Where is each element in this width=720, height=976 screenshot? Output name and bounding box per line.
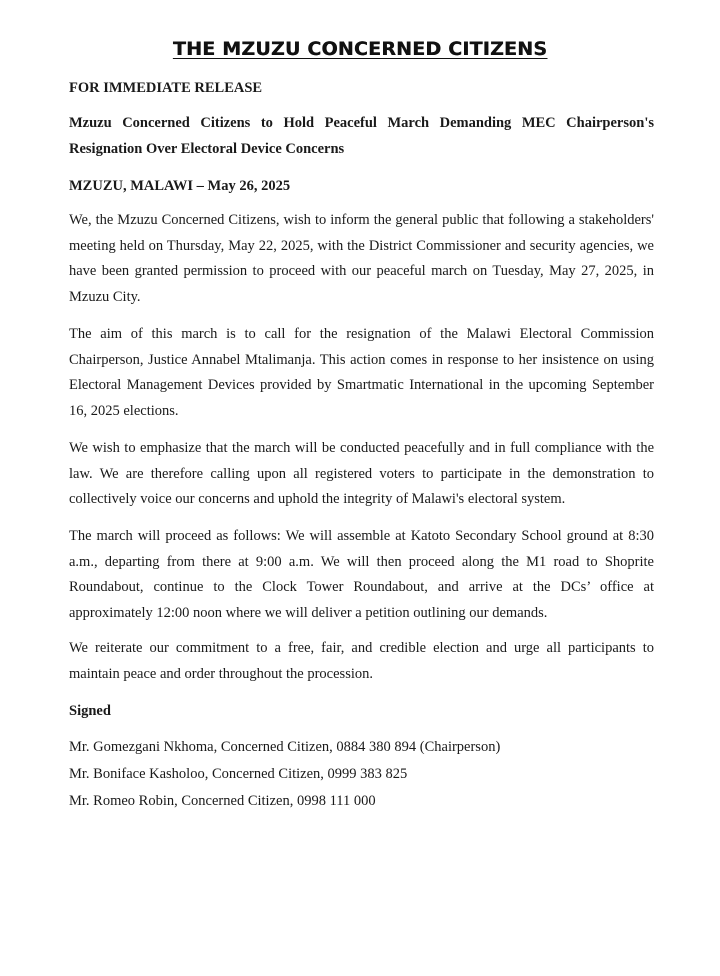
organization-title: THE MZUZU CONCERNED CITIZENS	[172, 38, 548, 60]
headline: Mzuzu Concerned Citizens to Hold Peaceful March Demanding MEC Chairperson's Resignation Over Electoral Device Concerns	[69, 115, 654, 157]
signatory-3: Mr. Romeo Robin, Concerned Citizen, 0998 111 000	[69, 793, 376, 809]
signed-label: Signed	[69, 703, 111, 719]
paragraph-peaceful-conduct: We wish to emphasize that the march will be conducted peacefully and in full compliance with the law. We are therefore calling upon all registered voters to participate in the demonstration to collectively voice our concerns and uphold the integrity of Malawi's electoral system.	[69, 440, 654, 508]
dateline: MZUZU, MALAWI – May 26, 2025	[69, 178, 291, 194]
signatory-2: Mr. Boniface Kasholoo, Concerned Citizen, 0999 383 825	[69, 766, 408, 782]
release-label: FOR IMMEDIATE RELEASE	[69, 80, 263, 96]
paragraph-stakeholders-meeting: We, the Mzuzu Concerned Citizens, wish to inform the general public that following a stakeholders' meeting held on Thursday, May 22, 2025, with the District Commissioner and security agencies, we have been granted permission to proceed with our peaceful march on Tuesday, May 27, 2025, in Mzuzu City.	[69, 212, 654, 305]
paragraph-march-aim: The aim of this march is to call for the resignation of the Malawi Electoral Commission Chairperson, Justice Annabel Mtalimanja. This action comes in response to her insistence on using Electoral Management Devices provided by Smartmatic International in the upcoming September 16, 2025 elections.	[69, 326, 654, 419]
paragraph-commitment: We reiterate our commitment to a free, fair, and credible election and urge all participants to maintain peace and order throughout the procession.	[69, 640, 654, 682]
signatory-1: Mr. Gomezgani Nkhoma, Concerned Citizen, 0884 380 894 (Chairperson)	[69, 739, 501, 755]
paragraph-march-route: The march will proceed as follows: We will assemble at Katoto Secondary School ground at 8:30 a.m., departing from there at 9:00 a.m. We will then proceed along the M1 road to Shoprite Roundabout, continue to the Clock Tower Roundabout, and arrive at the DCs’ office at approximately 12:00 noon where we will deliver a petition outlining our demands.	[69, 528, 654, 621]
